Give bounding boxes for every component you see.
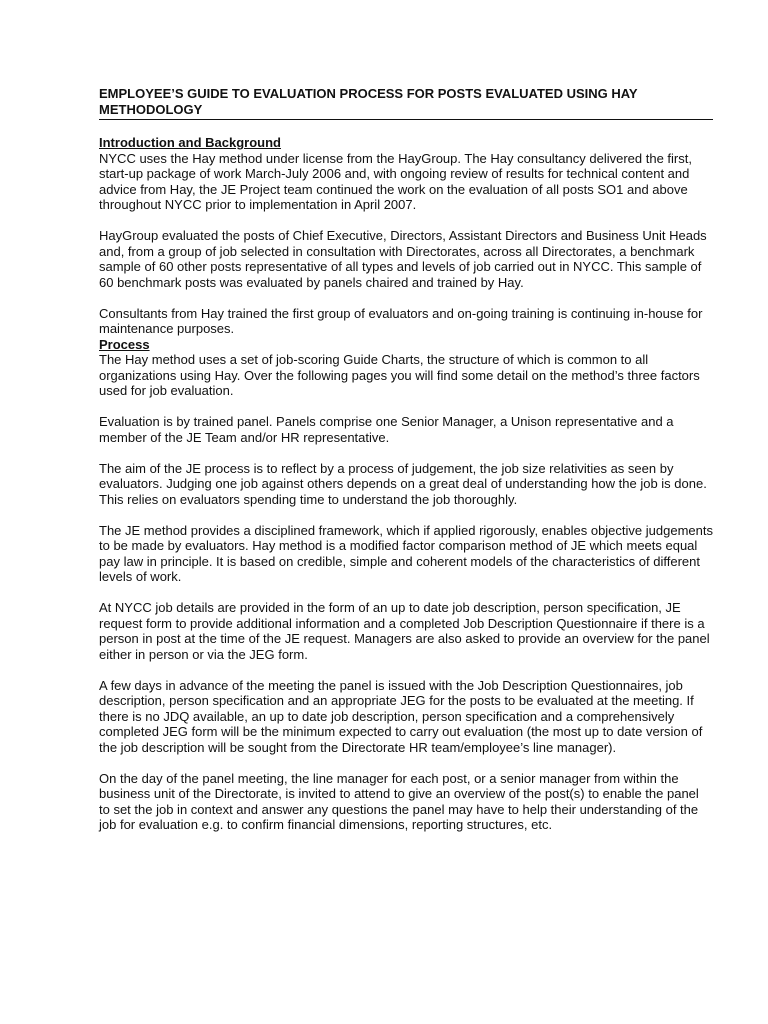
paragraph: At NYCC job details are provided in the form of an up to date job description, person specification, JE request form to provide additional information and a completed Job Description Questionnaire if there is a person in post at the time of the JE request. Managers are also asked to provide an overview for the panel either in person or via the JEG form.: [99, 600, 710, 662]
paragraph: On the day of the panel meeting, the line manager for each post, or a senior manager from within the business unit of the Directorate, is invited to attend to give an overview of the post(s) to enable the panel to set the job in context and answer any questions the panel may have to help their understanding of the job for evaluation e.g. to confirm financial dimensions, reporting structures, etc.: [99, 770, 699, 832]
paragraph: Evaluation is by trained panel. Panels comprise one Senior Manager, a Unison representative and a member of the JE Team and/or HR representative.: [99, 414, 674, 445]
paragraph: The aim of the JE process is to reflect by a process of judgement, the job size relativities as seen by evaluators. Judging one job against others depends on a great deal of understanding how the job is done. This relies on evaluators spending time to understand the job thoroughly.: [99, 460, 707, 507]
paragraph: Consultants from Hay trained the first group of evaluators and on-going training is continuing in-house for maintenance purposes.: [99, 305, 703, 336]
section-process: [99, 337, 713, 833]
paragraph: A few days in advance of the meeting the panel is issued with the Job Description Questionnaires, job description, person specification and an appropriate JEG for the posts to be evaluated at the meeting. If there is no JDQ available, an up to date job description, person specification and a comprehensively completed JEG form will be the minimum expected to carry out evaluation (the most up to date version of the job description will be sought from the Directorate HR team/employee’s line manager).: [99, 677, 703, 755]
document-page: [99, 86, 713, 833]
document-title: EMPLOYEE’S GUIDE TO EVALUATION PROCESS FOR POSTS EVALUATED USING HAY METHODOLOGY: [99, 86, 713, 120]
section-heading: Process: [99, 336, 150, 352]
section-heading: Introduction and Background: [99, 135, 281, 150]
paragraph: The JE method provides a disciplined framework, which if applied rigorously, enables objective judgements to be made by evaluators. Hay method is a modified factor comparison method of JE which meets equal pay law in principle. It is based on credible, simple and coherent models of the characteristics of different levels of work.: [99, 522, 713, 584]
paragraph: The Hay method uses a set of job-scoring Guide Charts, the structure of which is common to all organizations using Hay. Over the following pages you will find some detail on the method’s three factors used for job evaluation.: [99, 352, 700, 398]
paragraph: HayGroup evaluated the posts of Chief Executive, Directors, Assistant Directors and Business Unit Heads and, from a group of job selected in consultation with Directorates, across all Directorates, a benchmark sample of 60 other posts representative of all types and levels of job carried out in NYCC. This sample of 60 benchmark posts was evaluated by panels chaired and trained by Hay.: [99, 228, 707, 290]
paragraph: NYCC uses the Hay method under license from the HayGroup. The Hay consultancy delivered the first, start-up package of work March-July 2006 and, with ongoing review of results for technical content and advice from Hay, the JE Project team continued the work on the evaluation of all posts SO1 and above throughout NYCC prior to implementation in April 2007.: [99, 150, 692, 212]
section-introduction: [99, 135, 713, 337]
